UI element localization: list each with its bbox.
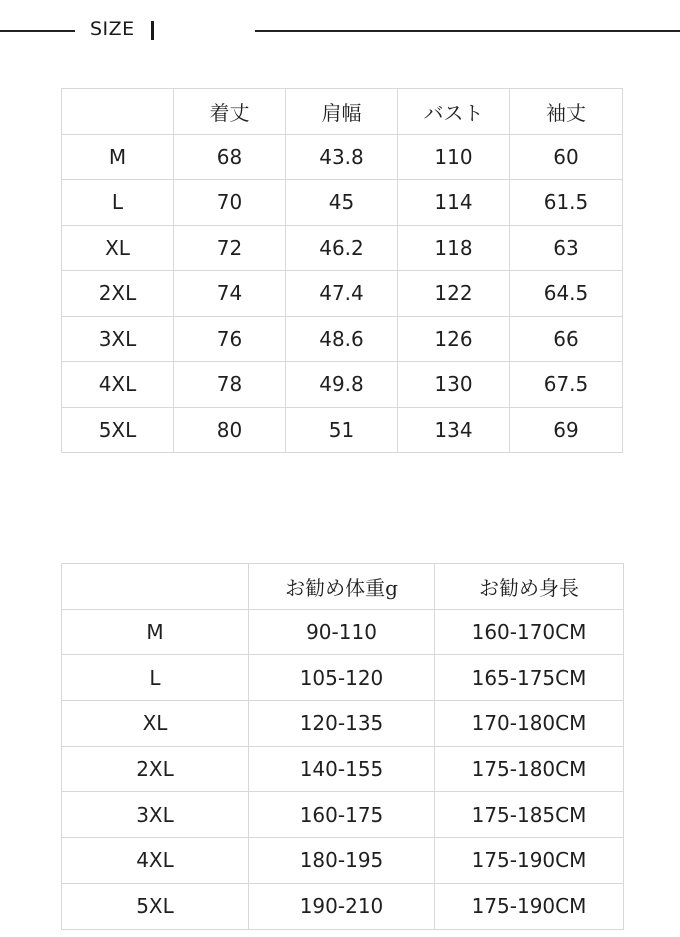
value-cell: 190-210 <box>249 883 435 929</box>
recommended-fit-table <box>61 563 624 930</box>
column-header: 袖丈 <box>510 89 623 135</box>
value-cell: 64.5 <box>510 271 623 317</box>
value-cell: 170-180CM <box>435 701 624 747</box>
table-row <box>62 134 623 180</box>
value-cell: 72 <box>174 225 286 271</box>
table-row <box>62 407 623 453</box>
value-cell: 175-185CM <box>435 792 624 838</box>
value-cell: 110 <box>398 134 510 180</box>
value-cell: 76 <box>174 316 286 362</box>
value-cell: 175-190CM <box>435 838 624 884</box>
value-cell: 126 <box>398 316 510 362</box>
table-row <box>62 316 623 362</box>
value-cell: 160-170CM <box>435 609 624 655</box>
value-cell: 51 <box>286 407 398 453</box>
value-cell: 46.2 <box>286 225 398 271</box>
size-label-cell: 2XL <box>62 746 249 792</box>
size-label-cell: L <box>62 180 174 226</box>
value-cell: 130 <box>398 362 510 408</box>
value-cell: 66 <box>510 316 623 362</box>
size-label-cell: 4XL <box>62 838 249 884</box>
table-row <box>62 883 624 929</box>
size-label-cell: XL <box>62 701 249 747</box>
column-header: 着丈 <box>174 89 286 135</box>
value-cell: 43.8 <box>286 134 398 180</box>
corner-cell <box>62 89 174 135</box>
value-cell: 78 <box>174 362 286 408</box>
value-cell: 165-175CM <box>435 655 624 701</box>
size-table-header-row <box>62 89 623 135</box>
size-label-cell: M <box>62 609 249 655</box>
table-row <box>62 271 623 317</box>
value-cell: 175-180CM <box>435 746 624 792</box>
size-label-cell: 5XL <box>62 407 174 453</box>
table-row <box>62 180 623 226</box>
value-cell: 118 <box>398 225 510 271</box>
table-row <box>62 362 623 408</box>
size-measurement-table <box>61 88 623 453</box>
size-header <box>0 0 680 60</box>
size-label-cell: 3XL <box>62 316 174 362</box>
column-header: バスト <box>398 89 510 135</box>
value-cell: 175-190CM <box>435 883 624 929</box>
column-header: お勧め身長 <box>435 564 624 610</box>
value-cell: 120-135 <box>249 701 435 747</box>
header-rule-right <box>255 30 680 32</box>
value-cell: 60 <box>510 134 623 180</box>
value-cell: 69 <box>510 407 623 453</box>
value-cell: 67.5 <box>510 362 623 408</box>
value-cell: 114 <box>398 180 510 226</box>
value-cell: 48.6 <box>286 316 398 362</box>
column-header: 肩幅 <box>286 89 398 135</box>
header-rule-left <box>0 30 75 32</box>
size-label-cell: 4XL <box>62 362 174 408</box>
value-cell: 45 <box>286 180 398 226</box>
recommend-table-header-row <box>62 564 624 610</box>
size-label-cell: 5XL <box>62 883 249 929</box>
table-row <box>62 609 624 655</box>
value-cell: 140-155 <box>249 746 435 792</box>
value-cell: 68 <box>174 134 286 180</box>
value-cell: 80 <box>174 407 286 453</box>
size-title: SIZE <box>90 18 135 40</box>
value-cell: 70 <box>174 180 286 226</box>
value-cell: 180-195 <box>249 838 435 884</box>
value-cell: 105-120 <box>249 655 435 701</box>
value-cell: 90-110 <box>249 609 435 655</box>
table-row <box>62 792 624 838</box>
table-row <box>62 701 624 747</box>
size-label-cell: L <box>62 655 249 701</box>
table-row <box>62 655 624 701</box>
table-row <box>62 225 623 271</box>
value-cell: 63 <box>510 225 623 271</box>
value-cell: 160-175 <box>249 792 435 838</box>
value-cell: 74 <box>174 271 286 317</box>
title-bar-mark <box>151 21 154 40</box>
value-cell: 61.5 <box>510 180 623 226</box>
column-header: お勧め体重g <box>249 564 435 610</box>
size-label-cell: 3XL <box>62 792 249 838</box>
corner-cell <box>62 564 249 610</box>
size-label-cell: 2XL <box>62 271 174 317</box>
value-cell: 47.4 <box>286 271 398 317</box>
value-cell: 122 <box>398 271 510 317</box>
table-row <box>62 838 624 884</box>
value-cell: 134 <box>398 407 510 453</box>
table-row <box>62 746 624 792</box>
size-label-cell: XL <box>62 225 174 271</box>
size-label-cell: M <box>62 134 174 180</box>
value-cell: 49.8 <box>286 362 398 408</box>
